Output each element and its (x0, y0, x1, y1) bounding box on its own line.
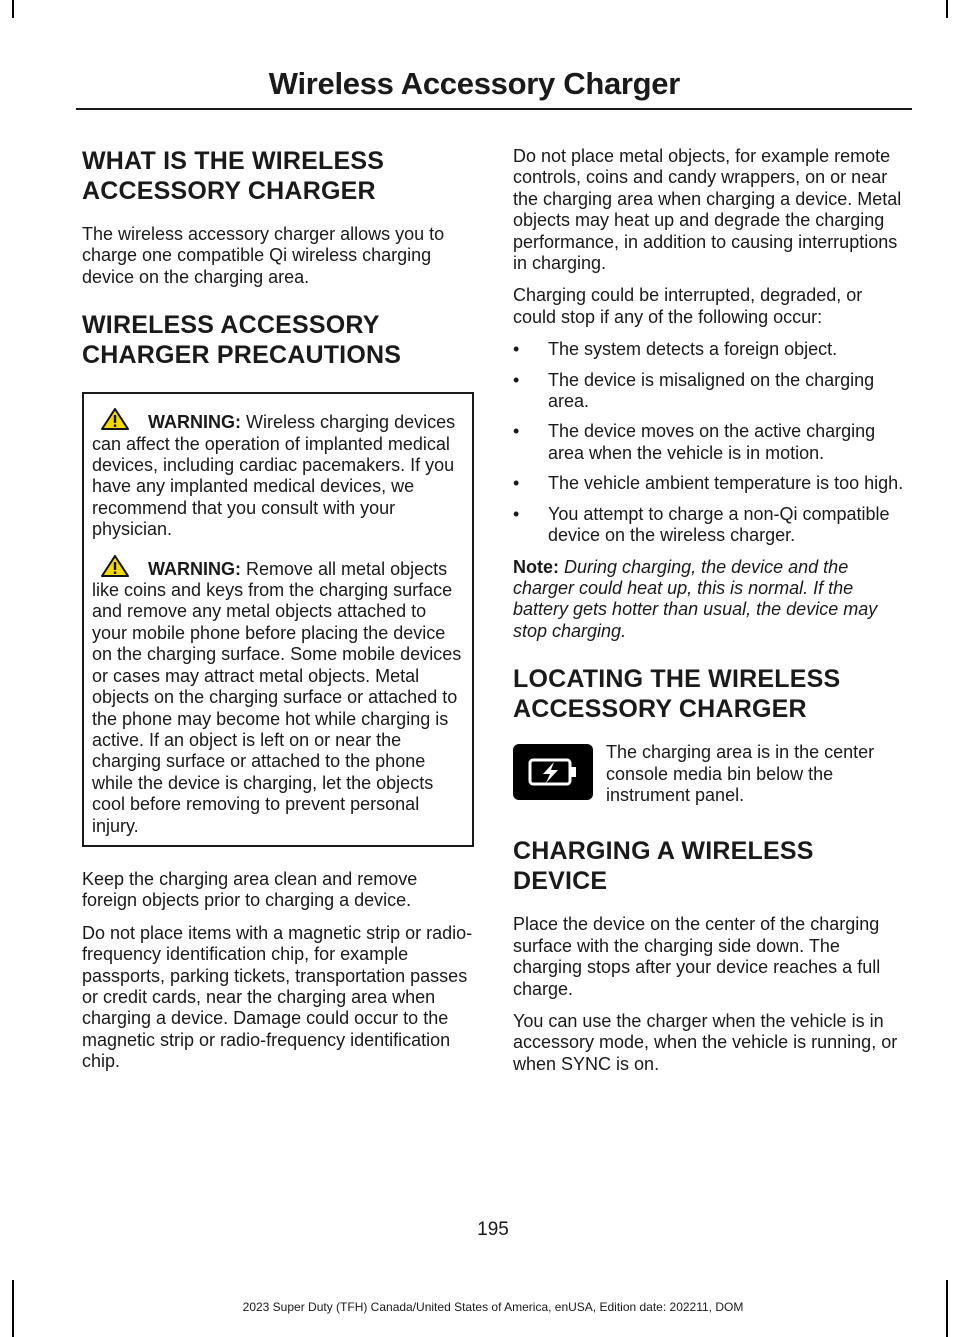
list-item (513, 504, 909, 547)
heading-line: WIRELESS ACCESSORY (82, 311, 380, 340)
heading-line: ACCESSORY CHARGER (513, 695, 807, 724)
warning-text: Wireless charging devices can affect the operation of implanted medical devices, including cardiac pacemakers. If you have any implanted medical devices, we recommend that you consult with your physician. (92, 412, 456, 540)
wireless-charger-icon (513, 744, 593, 800)
right-column (513, 146, 909, 1086)
bullet-marker: • (513, 421, 520, 442)
list-item (513, 421, 909, 464)
list-item-text: The vehicle ambient temperature is too high. (548, 473, 904, 494)
stop-paragraph: Charging could be interrupted, degraded, or could stop if any of the following occur: (513, 285, 863, 327)
intro-paragraph: The wireless accessory charger allows you to charge one compatible Qi wireless charging device on the charging area. (82, 224, 445, 287)
note-label: Note: (513, 556, 559, 577)
note-text: During charging, the device and the charger could heat up, this is normal. If the battery gets hotter than usual, the device may stop charging. (513, 556, 878, 641)
bullet-marker: • (513, 369, 520, 390)
list-item-text: The device moves on the active charging area when the vehicle is in motion. (548, 421, 876, 463)
heading-line: DEVICE (513, 867, 608, 896)
crop-mark-top-left (12, 0, 14, 18)
page-header (76, 58, 912, 110)
heading-locating (513, 664, 909, 724)
crop-mark-top-right (946, 0, 948, 18)
locate-row (513, 742, 909, 806)
warning-metal (92, 555, 464, 837)
page-number: 195 (477, 1219, 509, 1240)
heading-precautions (82, 310, 474, 370)
heading-line: WHAT IS THE WIRELESS (82, 147, 385, 175)
footer-edition: 2023 Super Duty (TFH) Canada/United States of America, enUSA, Edition date: 202211, DOM (242, 1300, 744, 1314)
magnetic-paragraph: Do not place items with a magnetic strip or radio-frequency identification chip, for example passports, parking tickets, transportation passes or credit cards, near the charging area when charging a device. Damage could occur to the magnetic strip or radio-frequency identification chip. (82, 922, 473, 1072)
list-item-text: The system detects a foreign object. (548, 339, 838, 360)
warning-box (82, 392, 474, 847)
heading-line: ACCESSORY CHARGER (82, 177, 376, 205)
list-item (513, 473, 909, 494)
warning-medical (92, 408, 464, 540)
bullet-marker: • (513, 339, 520, 360)
heading-line: LOCATING THE WIRELESS (513, 665, 841, 694)
note-paragraph (513, 557, 909, 643)
heading-charging (513, 836, 909, 896)
warning-triangle-icon (98, 555, 146, 577)
list-item-text: The device is misaligned on the charging area. (548, 369, 875, 412)
heading-line: CHARGER PRECAUTIONS (82, 341, 402, 370)
clean-paragraph: Keep the charging area clean and remove foreign objects prior to charging a device. (82, 868, 418, 911)
place-paragraph: Place the device on the center of the charging surface with the charging side down. The charging stops after your device reaches a full charge. (513, 914, 881, 999)
locate-paragraph: The charging area is in the center console media bin below the instrument panel. (606, 742, 875, 805)
bullet-marker: • (513, 503, 520, 524)
use-paragraph: You can use the charger when the vehicle is in accessory mode, when the vehicle is running, or when SYNC is on. (513, 1010, 898, 1074)
bullet-marker: • (513, 473, 520, 494)
left-column (82, 146, 474, 1084)
list-item (513, 339, 909, 360)
warning-triangle-icon (98, 408, 146, 430)
page-title: Wireless Accessory Charger (268, 66, 680, 101)
metal-paragraph: Do not place metal objects, for example remote controls, coins and candy wrappers, on or near the charging area when charging a device. Metal objects may heat up and degrade the charging performance, in addition to causing interruptions in charging. (513, 146, 902, 274)
heading-what-is (82, 146, 474, 206)
warning-text: Remove all metal objects like coins and keys from the charging surface and remove any metal objects attached to your mobile phone before placing the device on the charging surface. Some mobile devices or cases may attract metal objects. Metal objects on the charging surface or attached to the phone may become hot while charging is active. If an object is left on or near the charging surface or attached to the phone while the device is charging, let the objects cool before removing to prevent personal injury. (92, 558, 462, 836)
list-item (513, 370, 909, 413)
warning-label: WARNING: (148, 558, 241, 579)
conditions-list (513, 339, 909, 546)
warning-label: WARNING: (148, 412, 241, 433)
list-item-text: You attempt to charge a non-Qi compatible device on the wireless charger. (548, 503, 890, 546)
heading-line: CHARGING A WIRELESS (513, 837, 814, 866)
